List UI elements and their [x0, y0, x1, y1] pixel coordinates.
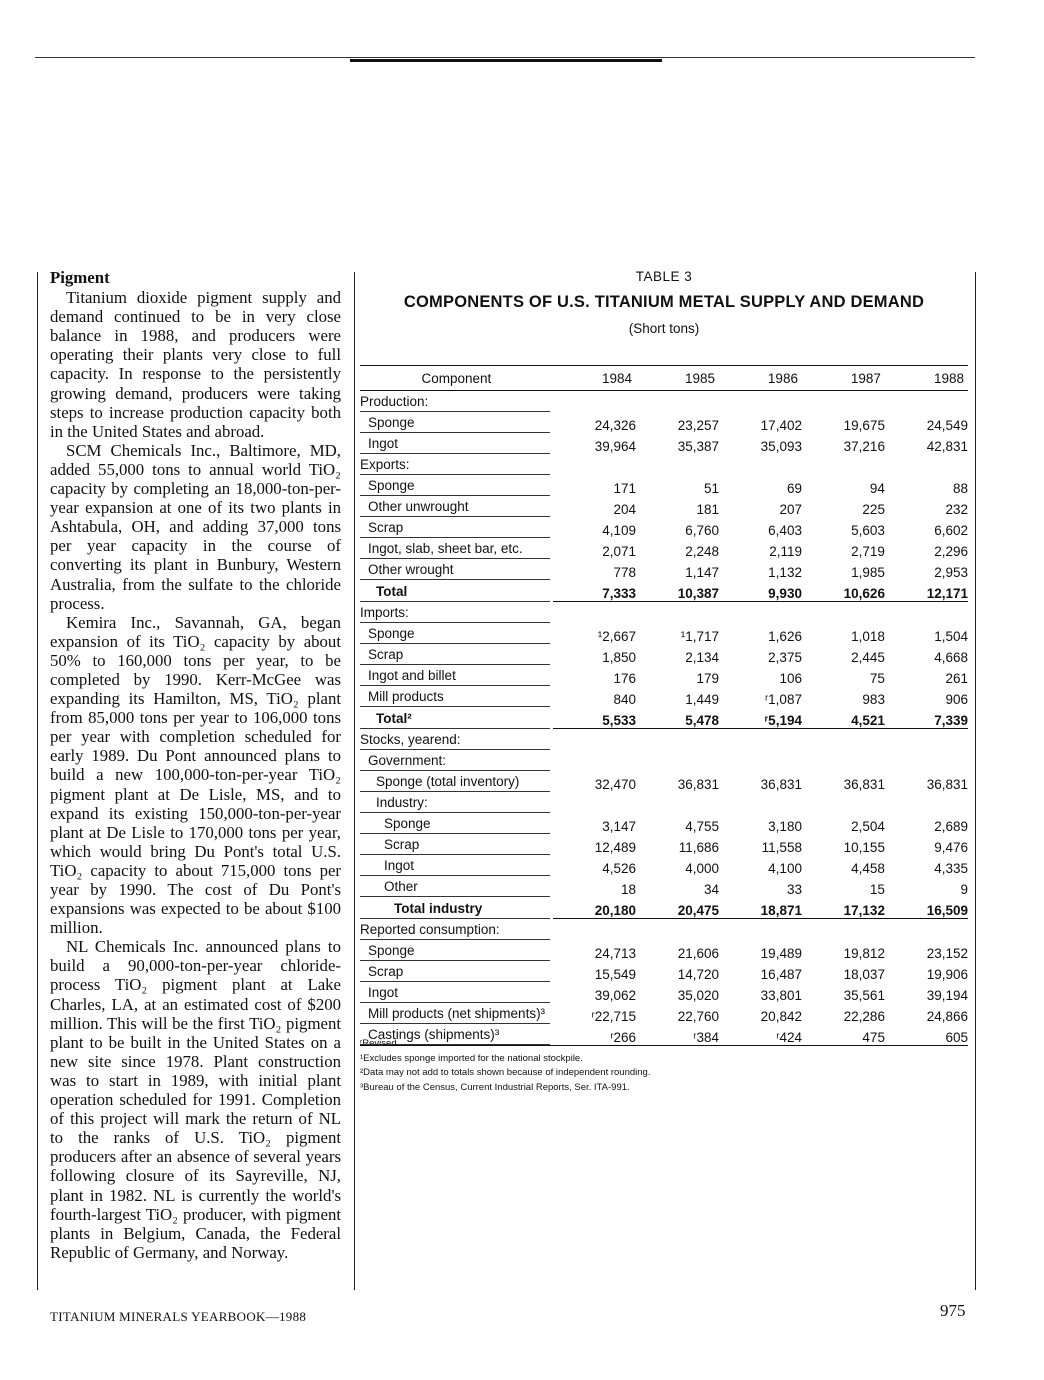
- table-cell: 4,668: [934, 650, 968, 665]
- row-label: [360, 792, 553, 813]
- table-cell: [719, 750, 802, 771]
- column-header: 1988: [885, 366, 968, 391]
- table-cell: 2,689: [934, 819, 968, 834]
- row-label: [360, 919, 553, 941]
- row-label-text: Ingot: [360, 858, 550, 876]
- table-cell: 23,152: [926, 946, 968, 961]
- table-cell: 176: [613, 671, 636, 686]
- table-section-row: [360, 454, 968, 475]
- row-label-text: Mill products (net shipments)³: [360, 1006, 550, 1024]
- table-cell: 14,720: [677, 967, 719, 982]
- table-row: [360, 665, 968, 686]
- table-cell: 4,526: [602, 861, 636, 876]
- table-cell: 39,194: [926, 988, 968, 1003]
- table-cell: 22,286: [843, 1009, 885, 1024]
- table-cell: ʳ1,087: [764, 692, 802, 707]
- table-cell: ʳ384: [636, 1024, 719, 1046]
- row-label: [360, 412, 553, 433]
- table-cell: 1,132: [768, 565, 802, 580]
- table-cell: 9: [960, 882, 968, 897]
- row-label: [360, 665, 553, 686]
- table-cell: 15: [869, 882, 885, 897]
- table-title: COMPONENTS OF U.S. TITANIUM METAL SUPPLY AND DEMAND: [403, 293, 925, 311]
- table-cell: 24,866: [926, 1009, 968, 1024]
- table-cell: [885, 602, 968, 624]
- table-cell: 20,180: [553, 897, 636, 919]
- table-cell: 42,831: [926, 439, 968, 454]
- table-cell: ʳ5,194: [719, 707, 802, 729]
- table-cell: 261: [945, 671, 968, 686]
- table-row: [360, 538, 968, 559]
- table-cell: [636, 391, 719, 413]
- table-row: [360, 475, 968, 496]
- table-cell: [802, 729, 885, 751]
- table-cell: 4,109: [602, 523, 636, 538]
- table-cell: 1,504: [934, 629, 968, 644]
- table-cell: 4,335: [934, 861, 968, 876]
- table-total-row: [360, 897, 968, 919]
- table-cell: 2,375: [768, 650, 802, 665]
- row-label: [360, 1003, 553, 1024]
- footnote: ³Bureau of the Census, Current Industrial Reports, Ser. ITA-991.: [360, 1081, 630, 1093]
- row-label-text: Stocks, yearend:: [360, 732, 550, 750]
- table-cell: 24,549: [926, 418, 968, 433]
- table-cell: 4,755: [685, 819, 719, 834]
- table-row: [360, 771, 968, 792]
- footnote: ¹Excludes sponge imported for the national stockpile.: [360, 1052, 583, 1064]
- table-body: [360, 391, 968, 1046]
- paragraph: Titanium dioxide pigment supply and demand continued to be in very close balance in 1988, and producers were operating their plants very close to full capacity. In response to the persistently growing demand, producers were taking steps to increase production capacity both in the United States and abroad.: [50, 288, 341, 441]
- table-row: [360, 623, 968, 644]
- table-cell: [719, 602, 802, 624]
- table-cell: 2,296: [934, 544, 968, 559]
- table-subtitle: (Short tons): [628, 321, 700, 336]
- table-cell: [719, 454, 802, 475]
- table-footnotes: [360, 1037, 650, 1095]
- table-cell: ¹1,717: [680, 629, 719, 644]
- table-cell: 16,509: [885, 897, 968, 919]
- row-label: [360, 940, 553, 961]
- table-cell: 983: [862, 692, 885, 707]
- table-cell: 840: [613, 692, 636, 707]
- table-cell: [636, 750, 719, 771]
- column-header: 1985: [636, 366, 719, 391]
- table-cell: 4,000: [685, 861, 719, 876]
- row-label: [360, 454, 553, 475]
- table-cell: 4,521: [802, 707, 885, 729]
- table-cell: 9,476: [934, 840, 968, 855]
- table-section-row: [360, 602, 968, 624]
- row-label-text: Imports:: [360, 605, 550, 623]
- table-cell: 605: [885, 1024, 968, 1046]
- row-label-text: Ingot and billet: [360, 668, 550, 686]
- table-cell: 23,257: [677, 418, 719, 433]
- table-row: [360, 433, 968, 454]
- row-label: [360, 433, 553, 454]
- table-cell: 75: [869, 671, 885, 686]
- row-label-text: Castings (shipments)³: [360, 1027, 550, 1045]
- table-row: [360, 876, 968, 897]
- table-cell: 36,831: [677, 777, 719, 792]
- table-row: [360, 412, 968, 433]
- table-cell: 11,686: [678, 840, 719, 855]
- table-cell: 204: [613, 502, 636, 517]
- table-cell: ʳ424: [719, 1024, 802, 1046]
- table-cell: 19,675: [843, 418, 885, 433]
- table-cell: [885, 792, 968, 813]
- row-label: [360, 750, 553, 771]
- table-cell: 1,626: [768, 629, 802, 644]
- row-label: [360, 644, 553, 665]
- table-cell: 16,487: [760, 967, 802, 982]
- row-label-text: Scrap: [360, 964, 550, 982]
- table-cell: [802, 750, 885, 771]
- row-label-text: Ingot: [360, 436, 550, 454]
- table-cell: 33,801: [760, 988, 802, 1003]
- row-label: [360, 855, 553, 876]
- paragraph: NL Chemicals Inc. announced plans to build a 90,000-ton-per-year chloride-process TiO₂ pigment plant at Lake Charles, LA, at an estimated cost of $200 million. This will be the first TiO₂ pigment plant to be built in the United States on a new site since 1978. Plant construction was to start in 1989, with initial plant operation scheduled for 1991. Completion of this project will mark the return of NL to the ranks of U.S. TiO₂ pigment producers after an absence of several years following closure of its Sayreville, NJ, plant in 1982. NL is currently the world's fourth-largest TiO₂ producer, with pigment plants in Belgium, Canada, the Federal Republic of Germany, and Norway.: [50, 937, 341, 1262]
- row-label: [360, 623, 553, 644]
- row-label-text: Sponge (total inventory): [360, 774, 550, 792]
- table-cell: 21,606: [677, 946, 719, 961]
- row-label-text: Sponge: [360, 816, 550, 834]
- table-cell: [719, 391, 802, 413]
- table-section-row: [360, 750, 968, 771]
- table-cell: 5,478: [636, 707, 719, 729]
- table-cell: 2,248: [685, 544, 719, 559]
- row-label-text: Reported consumption:: [360, 922, 550, 940]
- table-cell: 6,403: [768, 523, 802, 538]
- table-row: [360, 1003, 968, 1024]
- table-row: [360, 940, 968, 961]
- row-label: [360, 961, 553, 982]
- table-section-row: [360, 919, 968, 941]
- row-label-text: Sponge: [360, 415, 550, 433]
- table-cell: 51: [703, 481, 719, 496]
- table-cell: 2,119: [769, 544, 802, 559]
- table-cell: [802, 602, 885, 624]
- table-row: [360, 644, 968, 665]
- row-label: [360, 517, 553, 538]
- paragraph: SCM Chemicals Inc., Baltimore, MD, added 55,000 tons to annual world TiO₂ capacity by completing an 18,000-ton-per-year expansion at one of its two plants in Ashtabula, OH, and adding 37,000 tons per year capacity in the course of converting its plant in Bunbury, Western Australia, from the sulfate to the chloride process.: [50, 440, 341, 613]
- table-cell: 35,020: [677, 988, 719, 1003]
- row-label-text: Total: [360, 584, 550, 602]
- table-cell: 94: [869, 481, 885, 496]
- right-column-rule: [975, 272, 976, 1290]
- row-label: [360, 876, 553, 897]
- table-cell: [719, 919, 802, 941]
- row-label-text: Industry:: [360, 795, 550, 813]
- table-cell: 2,071: [602, 544, 636, 559]
- row-label-text: Scrap: [360, 647, 550, 665]
- table-cell: 10,155: [843, 840, 885, 855]
- left-column-rule: [37, 272, 38, 1290]
- table-cell: 225: [862, 502, 885, 517]
- row-label: [360, 686, 553, 707]
- table-cell: 17,132: [802, 897, 885, 919]
- table-cell: 4,100: [768, 861, 802, 876]
- row-label: [360, 475, 553, 496]
- row-label: [360, 771, 553, 792]
- table-cell: 36,831: [926, 777, 968, 792]
- table-cell: ʳ22,715: [591, 1009, 636, 1024]
- column-header: Component: [360, 366, 553, 391]
- row-label-text: Mill products: [360, 689, 550, 707]
- row-label-text: Sponge: [360, 943, 550, 961]
- table-cell: 11,558: [761, 840, 802, 855]
- row-label-text: Exports:: [360, 457, 550, 475]
- footnote: ²Data may not add to totals shown because of independent rounding.: [360, 1067, 651, 1078]
- table-cell: [802, 792, 885, 813]
- table-cell: 39,964: [594, 439, 636, 454]
- running-footer: TITANIUM MINERALS YEARBOOK—1988: [50, 1309, 307, 1324]
- row-label: [360, 559, 553, 580]
- center-column-rule: [354, 272, 355, 1290]
- row-label-text: Production:: [360, 394, 550, 412]
- table-cell: 24,326: [594, 418, 636, 433]
- table-cell: 12,171: [885, 580, 968, 602]
- column-header: 1987: [802, 366, 885, 391]
- table-cell: 69: [786, 481, 802, 496]
- row-label: [360, 496, 553, 517]
- table-cell: 6,602: [934, 523, 968, 538]
- table-total-row: [360, 707, 968, 729]
- table-cell: 19,489: [760, 946, 802, 961]
- table-cell: [636, 919, 719, 941]
- pigment-article: [50, 268, 341, 1262]
- table-cell: 24,713: [594, 946, 636, 961]
- table-cell: 7,333: [553, 580, 636, 602]
- table-cell: 12,489: [594, 840, 636, 855]
- table-cell: [553, 391, 636, 413]
- row-label: [360, 391, 553, 413]
- table-cell: [802, 919, 885, 941]
- table-cell: 18,871: [719, 897, 802, 919]
- table-cell: 2,504: [851, 819, 885, 834]
- row-label-text: Total²: [360, 711, 550, 729]
- table-cell: [636, 792, 719, 813]
- table-row: [360, 496, 968, 517]
- table-cell: 20,475: [636, 897, 719, 919]
- table-cell: 2,719: [851, 544, 885, 559]
- column-header: 1986: [719, 366, 802, 391]
- row-label-text: Scrap: [360, 520, 550, 538]
- row-label-text: Sponge: [360, 626, 550, 644]
- row-label: [360, 834, 553, 855]
- table-cell: 34: [703, 882, 719, 897]
- table-row: [360, 559, 968, 580]
- table-cell: [885, 454, 968, 475]
- table-cell: ¹2,667: [597, 629, 636, 644]
- row-label: [360, 982, 553, 1003]
- table-section-row: [360, 792, 968, 813]
- table-cell: 106: [779, 671, 802, 686]
- table-cell: 19,906: [926, 967, 968, 982]
- table-cell: [885, 729, 968, 751]
- table-cell: 2,953: [934, 565, 968, 580]
- table-section-row: [360, 729, 968, 751]
- table-cell: 207: [779, 502, 802, 517]
- table-cell: 39,062: [594, 988, 636, 1003]
- table-cell: [802, 454, 885, 475]
- table-cell: 9,930: [719, 580, 802, 602]
- row-label: [360, 813, 553, 834]
- table-cell: 5,603: [851, 523, 885, 538]
- table-cell: [553, 750, 636, 771]
- section-heading: Pigment: [50, 268, 110, 287]
- table-cell: 20,842: [760, 1009, 802, 1024]
- table-cell: 36,831: [843, 777, 885, 792]
- table-cell: 1,147: [685, 565, 719, 580]
- table-row: [360, 855, 968, 876]
- row-label: [360, 707, 553, 729]
- table-cell: 778: [613, 565, 636, 580]
- table-cell: [636, 454, 719, 475]
- table-cell: 1,018: [851, 629, 885, 644]
- table-cell: 3,180: [768, 819, 802, 834]
- row-label: [360, 580, 553, 602]
- table-row: [360, 982, 968, 1003]
- table-row: [360, 834, 968, 855]
- row-label-text: Total industry: [360, 901, 550, 919]
- table-row: [360, 813, 968, 834]
- row-label-text: Government:: [360, 753, 550, 771]
- row-label-text: Other wrought: [360, 562, 550, 580]
- table-cell: 2,134: [685, 650, 719, 665]
- table-cell: [553, 454, 636, 475]
- paragraph: Kemira Inc., Savannah, GA, began expansion of its TiO₂ capacity by about 50% to 160,000 tons per year, to be completed by 1990. Kerr-McGee was expanding its Hamilton, MS, TiO₂ plant from 85,000 tons per year to 106,000 tons per year with completion scheduled for early 1989. Du Pont announced plans to build a new 100,000-ton-per-year TiO₂ pigment plant at De Lisle, MS, and to expand its existing 150,000-ton-per-year plant at De Lisle to 170,000 tons per year, which would bring Du Pont's total U.S. TiO₂ capacity to about 715,000 tons per year by 1990. The cost of Du Pont's expansions was expected to be about $100 million.: [50, 612, 341, 938]
- table-cell: [885, 919, 968, 941]
- row-label: [360, 729, 553, 751]
- table-cell: 4,458: [851, 861, 885, 876]
- table-total-row: [360, 580, 968, 602]
- table-cell: 18: [620, 882, 636, 897]
- row-label-text: Ingot, slab, sheet bar, etc.: [360, 541, 550, 559]
- column-header: 1984: [553, 366, 636, 391]
- table-cell: 22,760: [677, 1009, 719, 1024]
- supply-demand-table: [360, 365, 968, 1046]
- table-cell: 15,549: [594, 967, 636, 982]
- table-cell: 18,037: [843, 967, 885, 982]
- table-cell: [885, 391, 968, 413]
- table-cell: 17,402: [760, 418, 802, 433]
- table-cell: [636, 602, 719, 624]
- table-row: [360, 686, 968, 707]
- table-cell: 19,812: [843, 946, 885, 961]
- table-cell: 33: [786, 882, 802, 897]
- table-cell: [719, 729, 802, 751]
- table-cell: 10,387: [636, 580, 719, 602]
- table-cell: [719, 792, 802, 813]
- table-cell: [553, 729, 636, 751]
- table-cell: 32,470: [594, 777, 636, 792]
- table-cell: 35,561: [843, 988, 885, 1003]
- table-panel: [360, 266, 968, 1093]
- table-cell: 37,216: [843, 439, 885, 454]
- table-row: [360, 517, 968, 538]
- table-section-row: [360, 391, 968, 413]
- row-label-text: Other unwrought: [360, 499, 550, 517]
- table-cell: 181: [696, 502, 719, 517]
- table-cell: 35,387: [677, 439, 719, 454]
- top-rule: [35, 57, 975, 58]
- table-cell: 2,445: [851, 650, 885, 665]
- row-label: [360, 602, 553, 624]
- table-cell: [553, 919, 636, 941]
- row-label: [360, 897, 553, 919]
- table-cell: 10,626: [802, 580, 885, 602]
- table-cell: 906: [945, 692, 968, 707]
- table-cell: [885, 750, 968, 771]
- table-cell: [553, 792, 636, 813]
- table-cell: 171: [613, 481, 636, 496]
- page-number: 975: [940, 1301, 966, 1320]
- table-label: TABLE 3: [635, 269, 693, 284]
- table-cell: 232: [945, 502, 968, 517]
- table-header-row: [360, 366, 968, 391]
- row-label-text: Scrap: [360, 837, 550, 855]
- table-cell: 6,760: [685, 523, 719, 538]
- table-cell: 475: [802, 1024, 885, 1046]
- table-cell: 36,831: [760, 777, 802, 792]
- row-label: [360, 538, 553, 559]
- row-label-text: Other: [360, 879, 550, 897]
- table-cell: 1,985: [851, 565, 885, 580]
- table-cell: 88: [952, 481, 968, 496]
- table-cell: 7,339: [885, 707, 968, 729]
- footnote: ʳRevised.: [360, 1038, 400, 1049]
- row-label-text: Ingot: [360, 985, 550, 1003]
- top-bar: [350, 59, 662, 62]
- table-cell: 3,147: [602, 819, 636, 834]
- table-cell: [636, 729, 719, 751]
- row-label-text: Sponge: [360, 478, 550, 496]
- table-cell: [802, 391, 885, 413]
- table-cell: 5,533: [553, 707, 636, 729]
- table-cell: 1,449: [685, 692, 719, 707]
- table-cell: 179: [696, 671, 719, 686]
- table-cell: [553, 602, 636, 624]
- table-cell: ʳ266: [553, 1024, 636, 1046]
- table-cell: 35,093: [760, 439, 802, 454]
- table-row: [360, 961, 968, 982]
- table-cell: 1,850: [602, 650, 636, 665]
